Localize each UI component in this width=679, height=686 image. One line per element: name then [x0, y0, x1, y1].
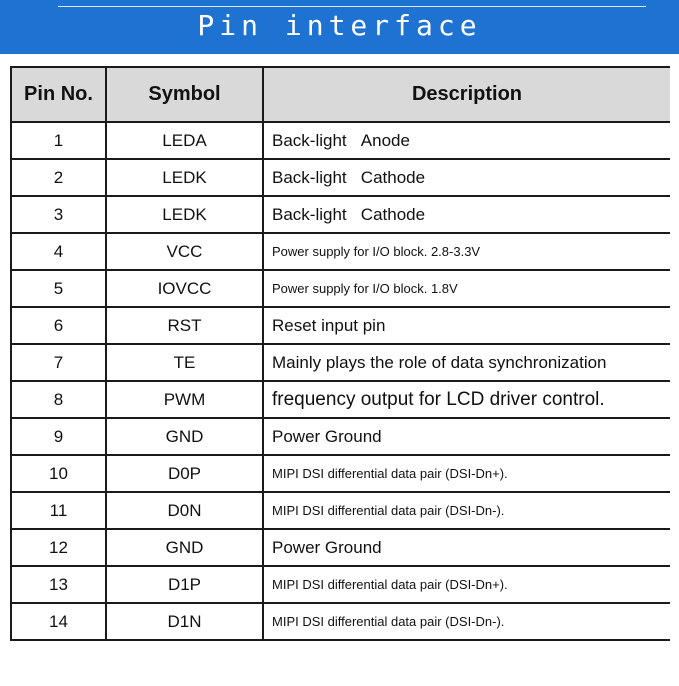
symbol-cell: LEDK	[106, 159, 263, 196]
description-cell: Reset input pin	[263, 307, 670, 344]
pin-number-cell: 3	[11, 196, 106, 233]
table-row	[11, 529, 670, 566]
table-row	[11, 566, 670, 603]
table-row	[11, 233, 670, 270]
table-row	[11, 455, 670, 492]
description-cell: MIPI DSI differential data pair (DSI-Dn-).	[263, 603, 670, 640]
header-pin-no: Pin No.	[11, 67, 106, 122]
symbol-cell: LEDA	[106, 122, 263, 159]
table-row	[11, 122, 670, 159]
symbol-cell: D0N	[106, 492, 263, 529]
symbol-cell: LEDK	[106, 196, 263, 233]
table-body	[11, 122, 670, 640]
symbol-cell: GND	[106, 529, 263, 566]
pin-number-cell: 8	[11, 381, 106, 418]
pin-number-cell: 12	[11, 529, 106, 566]
table-row	[11, 492, 670, 529]
symbol-cell: VCC	[106, 233, 263, 270]
pin-number-cell: 11	[11, 492, 106, 529]
description-cell: Back-light Cathode	[263, 159, 670, 196]
symbol-cell: D0P	[106, 455, 263, 492]
description-cell: MIPI DSI differential data pair (DSI-Dn-).	[263, 492, 670, 529]
pin-interface-table	[10, 66, 670, 641]
pin-number-cell: 6	[11, 307, 106, 344]
description-cell: Back-light Cathode	[263, 196, 670, 233]
symbol-cell: TE	[106, 344, 263, 381]
header-symbol: Symbol	[106, 67, 263, 122]
pin-number-cell: 14	[11, 603, 106, 640]
table-row	[11, 418, 670, 455]
pin-table-container	[10, 66, 670, 686]
pin-number-cell: 7	[11, 344, 106, 381]
table-row	[11, 344, 670, 381]
symbol-cell: IOVCC	[106, 270, 263, 307]
table-row	[11, 159, 670, 196]
description-cell: Power Ground	[263, 529, 670, 566]
header-description: Description	[263, 67, 670, 122]
symbol-cell: PWM	[106, 381, 263, 418]
pin-number-cell: 9	[11, 418, 106, 455]
pin-number-cell: 10	[11, 455, 106, 492]
pin-number-cell: 2	[11, 159, 106, 196]
description-cell: Power supply for I/O block. 2.8-3.3V	[263, 233, 670, 270]
description-cell: frequency output for LCD driver control.	[263, 381, 670, 418]
symbol-cell: D1N	[106, 603, 263, 640]
pin-number-cell: 13	[11, 566, 106, 603]
description-cell: Power supply for I/O block. 1.8V	[263, 270, 670, 307]
table-row	[11, 307, 670, 344]
pin-number-cell: 4	[11, 233, 106, 270]
symbol-cell: D1P	[106, 566, 263, 603]
pin-number-cell: 1	[11, 122, 106, 159]
table-row	[11, 381, 670, 418]
pin-number-cell: 5	[11, 270, 106, 307]
description-cell: Mainly plays the role of data synchronization	[263, 344, 670, 381]
banner-top-rule	[58, 6, 646, 7]
symbol-cell: RST	[106, 307, 263, 344]
description-cell: Back-light Anode	[263, 122, 670, 159]
table-row	[11, 603, 670, 640]
description-cell: Power Ground	[263, 418, 670, 455]
title-banner	[0, 0, 679, 54]
table-row	[11, 270, 670, 307]
table-header-row	[11, 67, 670, 122]
description-cell: MIPI DSI differential data pair (DSI-Dn+).	[263, 566, 670, 603]
page-title: Pin interface	[197, 9, 482, 42]
description-cell: MIPI DSI differential data pair (DSI-Dn+).	[263, 455, 670, 492]
table-row	[11, 196, 670, 233]
symbol-cell: GND	[106, 418, 263, 455]
